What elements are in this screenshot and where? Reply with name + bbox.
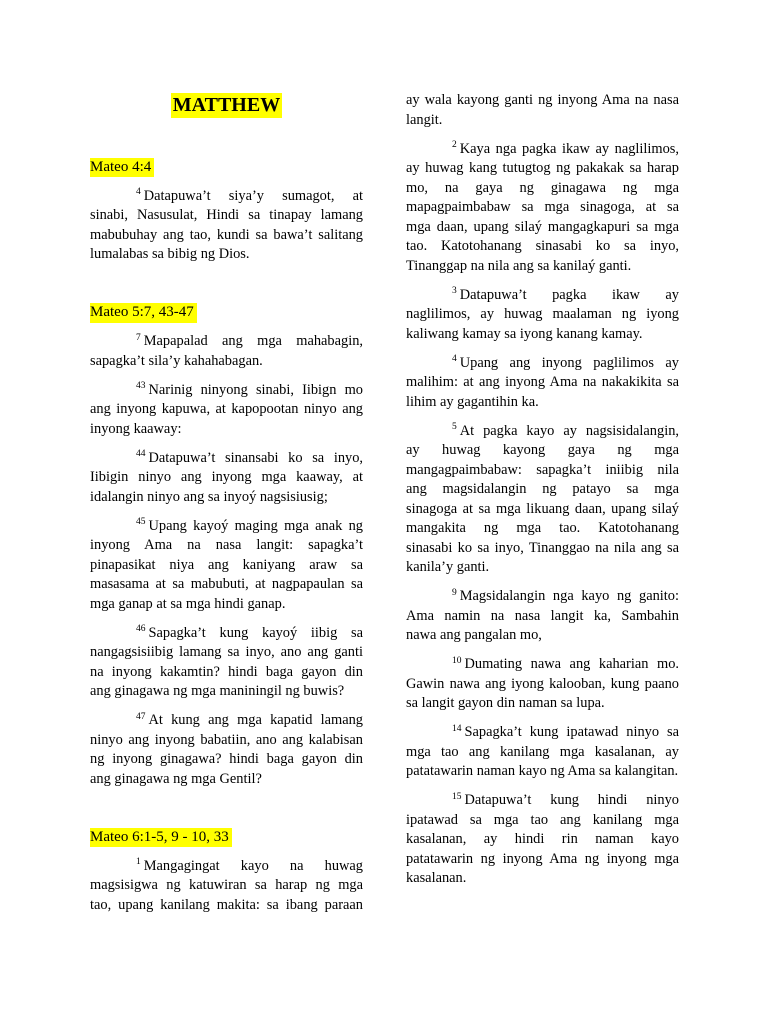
verse-line-text: inyong kaaway: xyxy=(90,420,182,437)
section-heading-text: Mateo 5:7, 43-47 xyxy=(90,303,197,323)
verse-line xyxy=(406,461,679,481)
verse-line xyxy=(406,441,679,461)
verse-line xyxy=(90,449,363,469)
verse-line-text: mga tao ang kanilang mga kasalanan, ay xyxy=(406,743,679,760)
section-heading xyxy=(90,158,363,178)
verse-number: 7 xyxy=(136,332,141,343)
verse-line-text: At kung ang mga kapatid lamang xyxy=(148,712,363,729)
verse-paragraph xyxy=(90,449,363,508)
verse-paragraph xyxy=(90,381,363,440)
verse-line-text: ng inyong ginagawa? hindi baga gayon din xyxy=(90,751,363,768)
verse-line xyxy=(406,743,679,763)
verse-line-text: mangakita ng mga tao. Katotohanang xyxy=(406,520,679,536)
verse-paragraph xyxy=(90,624,363,702)
verse-line-text: At pagka kayo ay nagsisidalangin, xyxy=(459,422,679,439)
verse-line-text: mga daan, upang silaý mangagkapuri sa mga xyxy=(406,218,679,235)
verse-line-text: ninyo ang inyong babatiin, ano ang kalabisan xyxy=(90,731,363,748)
verse-line-text: Sapagka’t kung ipatawad ninyo sa xyxy=(464,724,679,740)
verse-line-text: ipatawad sa mga tao ang kanilang mga xyxy=(406,811,679,828)
verse-line xyxy=(406,325,679,345)
verse-line xyxy=(90,595,363,615)
verse-line xyxy=(406,587,679,607)
verse-paragraph xyxy=(406,140,679,277)
verse-paragraph xyxy=(406,422,679,578)
verse-line xyxy=(90,332,363,352)
verse-line-text: Gawin nawa ang iyong kalooban, kung paano xyxy=(406,675,679,692)
verse-line-text: Upang kayoý maging mga anak ng xyxy=(148,517,363,534)
verse-line xyxy=(90,770,363,790)
verse-line-text: kasalanan, ay hindi rin naman kayo xyxy=(406,831,679,847)
verse-line xyxy=(90,420,363,440)
verse-line-text: sapagka’t sila’y kahahabagan. xyxy=(90,352,263,369)
verse-line xyxy=(90,536,363,556)
verse-line-text: mga ganap at sa mga hindi ganap. xyxy=(90,595,286,612)
verse-line-text: Sapagka’t kung kayoý iibig sa xyxy=(148,624,363,641)
verse-line xyxy=(406,811,679,831)
verse-line xyxy=(406,762,679,782)
verse-line xyxy=(406,539,679,559)
verse-number: 5 xyxy=(452,422,457,432)
verse-line-text: tao. Katotohanang sinasabi ko sa inyo, xyxy=(406,238,679,254)
verse-line xyxy=(406,694,679,714)
verse-line xyxy=(406,373,679,393)
verse-line xyxy=(90,731,363,751)
verse-number: 4 xyxy=(452,354,457,364)
verse-line-text: lumalabas sa bibig ng Dios. xyxy=(90,246,250,263)
verse-line xyxy=(406,198,679,218)
verse-number: 3 xyxy=(452,286,457,296)
verse-line-text: Datapuwa’t sinansabi ko sa inyo, xyxy=(148,449,363,466)
verse-line-text: mangagpaimbabaw: sapagka’t iniibig nila xyxy=(406,461,679,478)
verse-line xyxy=(406,869,679,889)
verse-paragraph xyxy=(406,655,679,714)
verse-line-text: masasama at sa mabubuti, at nagpapaulan sa xyxy=(90,576,363,593)
verse-line xyxy=(406,393,679,413)
verse-number: 45 xyxy=(136,517,146,528)
verse-line-text: Kaya nga pagka ikaw ay naglilimos, xyxy=(459,140,679,157)
verse-line xyxy=(90,682,363,702)
verse-line xyxy=(90,206,363,226)
verse-line-text: mo, na gaya ng ginagawa ng mga xyxy=(406,179,679,196)
verse-line xyxy=(406,480,679,500)
verse-line-text: lihim ay gagantihin ka. xyxy=(406,393,539,410)
verse-paragraph xyxy=(90,711,363,789)
verse-line-text: sa langit gayon din naman sa lupa. xyxy=(406,695,605,711)
verse-paragraph xyxy=(406,354,679,413)
verse-number: 10 xyxy=(452,655,462,666)
verse-line xyxy=(90,556,363,576)
verse-line-text: ang ginagawa ng mga Gentil? xyxy=(90,770,262,787)
verse-number: 43 xyxy=(136,381,146,392)
right-column xyxy=(406,91,679,898)
verse-line xyxy=(90,400,363,420)
verse-line xyxy=(90,226,363,246)
verse-line-text: Mangagingat kayo na huwag xyxy=(143,857,363,874)
verse-line xyxy=(90,575,363,595)
verse-line-text: Tinanggap na nila ang sa kanilaý ganti. xyxy=(406,257,632,274)
verse-line-text: Narinig ninyong sinabi, Iibign mo xyxy=(148,381,363,398)
section-heading xyxy=(90,303,363,323)
verse-line-text: Mapapalad ang mga mahabagin, xyxy=(143,333,363,350)
verse-line-text: pinapasikat niya ang kaniyang araw sa xyxy=(90,556,363,573)
verse-number: 2 xyxy=(452,140,457,150)
verse-line-text: sinagoga at sa mga likuang daan, upang silaý xyxy=(406,500,679,517)
verse-paragraph xyxy=(406,286,679,345)
verse-number: 15 xyxy=(452,791,462,802)
verse-line xyxy=(406,655,679,675)
verse-line-text: sinasabi ko sa inyo, Tinanggao na nila ang sa xyxy=(406,539,679,556)
verse-line xyxy=(406,422,679,442)
verse-number: 9 xyxy=(452,587,457,598)
verse-line xyxy=(406,723,679,743)
verse-number: 44 xyxy=(136,449,146,460)
verse-line-text: mabubuhay ang tao, kundi sa bawa’t salitang xyxy=(90,226,363,243)
verse-line-text: kaliwang kamay sa iyong kanang kamay. xyxy=(406,325,643,342)
verse-line xyxy=(90,750,363,770)
section-heading xyxy=(90,828,363,848)
verse-line-text: malihim: at ang inyong Ama na nakakikita sa xyxy=(406,374,679,390)
verse-paragraph xyxy=(90,332,363,371)
verse-paragraph xyxy=(406,91,679,130)
verse-paragraph xyxy=(406,791,679,889)
verse-line-text: Magsidalangin nga kayo ng ganito: xyxy=(459,588,679,604)
verse-line xyxy=(406,218,679,238)
verse-line-text: nangagsisiibig lamang sa inyo, ano ang ganti xyxy=(90,644,363,661)
verse-line-text: patatawarin ng inyong Ama ng inyong mga xyxy=(406,850,679,867)
verse-line xyxy=(406,558,679,578)
verse-line xyxy=(406,354,679,374)
verse-line xyxy=(90,187,363,207)
verse-number: 14 xyxy=(452,723,462,734)
verse-line-text: mapagpaimbabaw sa mga sinagoga, at sa xyxy=(406,199,679,215)
verse-line xyxy=(406,159,679,179)
verse-line-text: ang ginagawa ng mga maniningil ng buwis? xyxy=(90,683,345,700)
verse-paragraph xyxy=(90,517,363,615)
verse-line xyxy=(406,675,679,695)
verse-line xyxy=(406,140,679,160)
verse-line xyxy=(406,179,679,199)
verse-line-text: Datapuwa’t kung hindi ninyo xyxy=(464,792,679,808)
verse-line-text: Upang ang inyong paglilimos ay xyxy=(459,354,679,371)
verse-line xyxy=(406,850,679,870)
verse-number: 46 xyxy=(136,624,146,635)
verse-line-text: Ama namin na nasa langit ka, Sambahin xyxy=(406,607,679,624)
section-heading-text: Mateo 6:1-5, 9 - 10, 33 xyxy=(90,828,232,848)
verse-line-text: tao, upang kanilang makita: sa ibang paraan xyxy=(90,896,363,913)
verse-line xyxy=(406,607,679,627)
verse-line xyxy=(90,517,363,537)
verse-number: 4 xyxy=(136,187,141,198)
verse-line xyxy=(90,711,363,731)
verse-line xyxy=(406,626,679,646)
verse-line-text: naglilimos, ay huwag maalaman ng iyong xyxy=(406,306,679,322)
verse-line xyxy=(90,468,363,488)
verse-line xyxy=(90,857,363,877)
verse-line-text: ang inyong kapuwa, at kapopootan ninyo ang xyxy=(90,401,363,418)
verse-line xyxy=(406,111,679,131)
verse-number: 47 xyxy=(136,711,146,722)
verse-line xyxy=(90,245,363,265)
document-title-text: MATTHEW xyxy=(172,94,281,116)
verse-number: 1 xyxy=(136,857,141,868)
verse-line xyxy=(406,305,679,325)
section-heading-text: Mateo 4:4 xyxy=(90,158,154,178)
verse-line-text: ay wala kayong ganti ng inyong Ama na nasa xyxy=(406,92,679,108)
verse-line-text: inyong Ama na nasa langit: sapagka’t xyxy=(90,537,363,554)
left-column xyxy=(90,91,363,925)
verse-line xyxy=(406,286,679,306)
verse-line xyxy=(90,624,363,644)
verse-line-text: langit. xyxy=(406,111,443,128)
verse-line-text: Datapuwa’t siya’y sumagot, at xyxy=(143,187,363,204)
verse-line xyxy=(90,663,363,683)
verse-paragraph xyxy=(90,187,363,265)
verse-line xyxy=(406,237,679,257)
verse-line-text: Iibigin ninyo ang inyong mga kaaway, at xyxy=(90,469,363,486)
verse-line xyxy=(90,896,363,916)
verse-line-text: Datapuwa’t pagka ikaw ay xyxy=(459,286,679,303)
verse-line-text: ay huwag kang tutugtog ng pakakak sa harap xyxy=(406,160,679,176)
verse-line-text: ang magsidalangin ng patayo sa mga xyxy=(406,481,679,497)
verse-line-text: sinabi, Nasusulat, Hindi sa tinapay lamang xyxy=(90,207,363,224)
verse-line-text: idalangin ninyo ang sa inyoý nagsisiusig; xyxy=(90,488,328,505)
verse-paragraph xyxy=(406,587,679,646)
verse-line-text: ay huwag kayong gaya ng mga xyxy=(406,442,679,458)
verse-line xyxy=(406,519,679,539)
verse-line xyxy=(406,791,679,811)
verse-line xyxy=(406,830,679,850)
verse-line xyxy=(90,381,363,401)
verse-line-text: kanila’y ganti. xyxy=(406,559,490,575)
verse-line xyxy=(406,91,679,111)
verse-line-text: Dumating nawa ang kaharian mo. xyxy=(464,656,679,672)
verse-line-text: kasalanan. xyxy=(406,870,467,886)
verse-line xyxy=(90,876,363,896)
document-title xyxy=(90,93,363,118)
verse-line xyxy=(90,488,363,508)
verse-line-text: magsisigwa ng katuwiran sa harap ng mga xyxy=(90,877,363,894)
verse-line-text: nawa ang pangalan mo, xyxy=(406,627,542,643)
verse-line xyxy=(90,352,363,372)
verse-paragraph xyxy=(90,857,363,916)
verse-line-text: na inyong kakamtin? hindi baga gayon din xyxy=(90,663,363,680)
verse-line xyxy=(90,643,363,663)
verse-line-text: patatawarin naman kayo ng Ama sa kalangitan. xyxy=(406,763,679,779)
verse-line xyxy=(406,500,679,520)
verse-paragraph xyxy=(406,723,679,782)
verse-line xyxy=(406,257,679,277)
